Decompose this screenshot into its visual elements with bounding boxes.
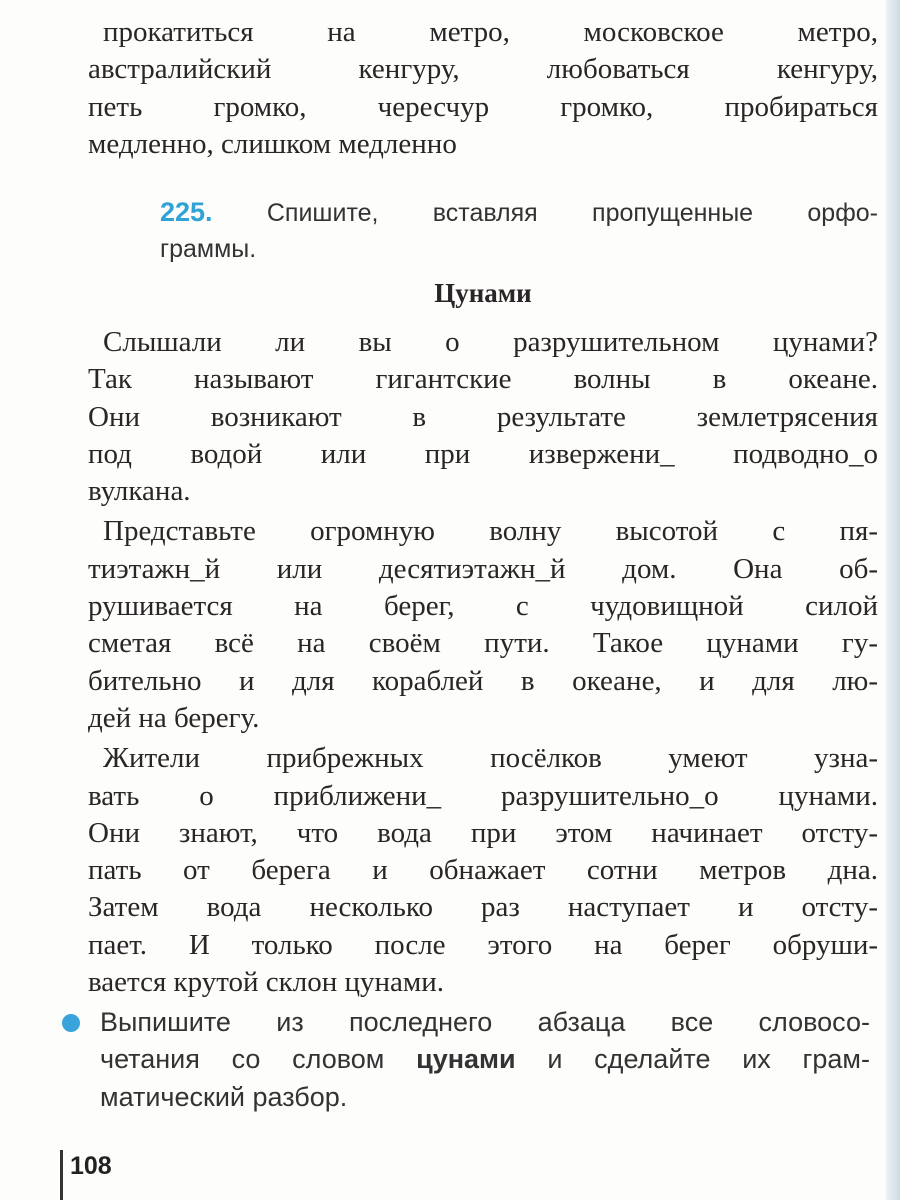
text-line: вать о приближени_ разрушительно_о цунами. <box>88 779 878 812</box>
exercise-number: 225. <box>160 197 213 227</box>
text-line: Они знают, что вода при этом начинает отсту- <box>88 816 878 849</box>
task-line: матический разбор. <box>100 1081 348 1112</box>
text-line: Жители прибрежных посёлков умеют узна- <box>103 742 878 775</box>
task-text <box>100 1004 870 1116</box>
exercise-text: Спишите, вставляя пропущенные орфо- <box>266 199 878 227</box>
text-line: Они возникают в результате землетрясения <box>88 400 878 433</box>
text-line: бительно и для кораблей в океане, и для лю- <box>88 664 878 697</box>
exercise-line <box>160 194 878 231</box>
text-line: австралийский кенгуру, любоваться кенгуру, <box>88 53 878 86</box>
page-number: 108 <box>70 1152 112 1180</box>
text-line: пает. И только после этого на берег обруши- <box>88 928 878 961</box>
page-number-rule <box>60 1150 63 1200</box>
text-line: вулкана. <box>88 475 191 508</box>
text-line: вается крутой склон цунами. <box>88 966 445 999</box>
tsunami-text <box>88 324 878 1001</box>
paragraph <box>88 513 878 737</box>
text-line: сметая всё на своём пути. Такое цунами гу- <box>88 627 878 660</box>
intro-word-list <box>88 14 878 163</box>
text-title: Цунами <box>434 278 532 308</box>
task-line: Выпишите из последнего абзаца все словосо- <box>100 1007 870 1037</box>
text-line: петь громко, чересчур громко, пробираться <box>88 90 878 123</box>
paragraph <box>88 324 878 510</box>
exercise-225 <box>160 194 878 269</box>
task-keyword: цунами <box>416 1044 516 1075</box>
task-line <box>100 1041 870 1078</box>
text-line: Так называют гигантские волны в океане. <box>88 363 878 396</box>
text-line: дей на берегу. <box>88 701 260 734</box>
task-text-part: и сделайте их грам- <box>515 1044 870 1075</box>
task-text-part: четания со словом <box>100 1044 417 1075</box>
text-line: медленно, слишком медленно <box>88 127 457 160</box>
paragraph <box>88 740 878 1001</box>
exercise-line: граммы. <box>160 235 257 264</box>
text-line: Слышали ли вы о разрушительном цунами? <box>103 326 878 358</box>
text-line: под водой или при извержени_ подводно_о <box>88 437 878 470</box>
bullet-icon <box>62 1014 80 1032</box>
text-line: Затем вода несколько раз наступает и отсту- <box>88 891 878 924</box>
text-line: прокатиться на метро, московское метро, <box>103 16 878 48</box>
text-line: Представьте огромную волну высотой с пя- <box>103 515 878 548</box>
text-line: рушивается на берег, с чудовищной силой <box>88 590 878 623</box>
text-line: тиэтажн_й или десятиэтажн_й дом. Она об- <box>88 552 878 585</box>
text-line: пать от берега и обнажает сотни метров дна. <box>88 854 878 887</box>
page-edge <box>886 0 900 1200</box>
